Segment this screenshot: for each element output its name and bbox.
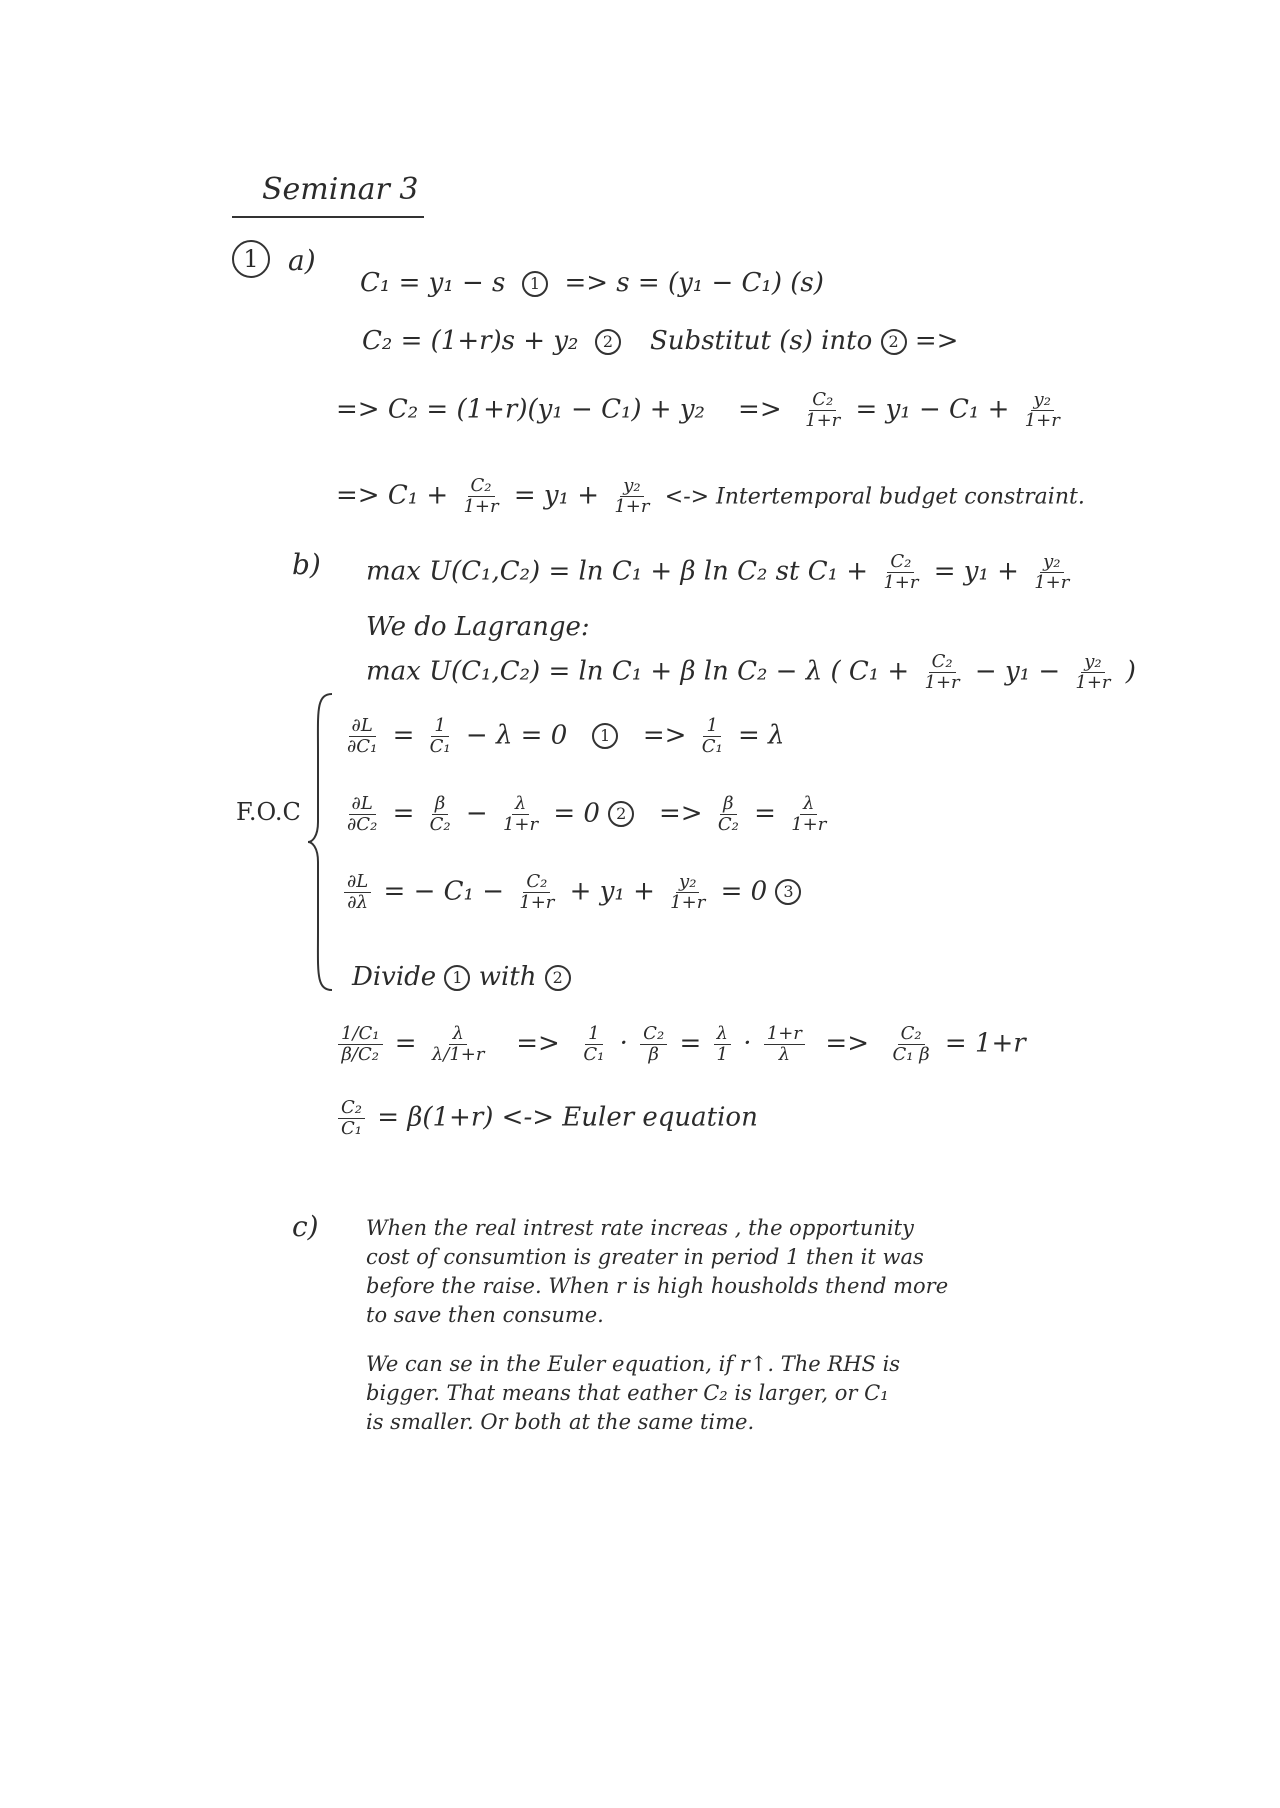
fraction bbox=[429, 1024, 488, 1065]
numerator: C₂ bbox=[898, 1024, 925, 1045]
fraction bbox=[699, 716, 726, 757]
euler-rest: = β(1+r) <-> Euler equation bbox=[377, 1102, 758, 1133]
numerator: λ bbox=[800, 794, 817, 815]
denominator: ∂C₁ bbox=[347, 735, 378, 757]
divide-line bbox=[352, 962, 571, 992]
numerator: y₂ bbox=[1081, 652, 1104, 673]
fraction bbox=[580, 1024, 607, 1065]
denominator: C₂ bbox=[717, 813, 739, 835]
part-a-line4 bbox=[336, 476, 1085, 517]
fraction bbox=[715, 794, 742, 835]
text-line: We can se in the Euler equation, if r↑. The RHS is bbox=[366, 1352, 901, 1376]
foc-brace bbox=[308, 692, 334, 992]
text-line: before the raise. When r is high housholds thend more bbox=[366, 1274, 949, 1298]
denominator: C₁ bbox=[341, 1117, 362, 1139]
divide-with: with bbox=[478, 962, 537, 992]
fraction bbox=[460, 476, 501, 517]
part-b-lagrange-intro: We do Lagrange: bbox=[366, 612, 590, 642]
fraction bbox=[1031, 552, 1072, 593]
minus: − bbox=[465, 798, 488, 829]
denominator: 1+r bbox=[805, 409, 841, 431]
dot: · bbox=[619, 1028, 628, 1059]
part-c-paragraph-2 bbox=[366, 1350, 900, 1437]
numerator: C₂ bbox=[887, 552, 914, 573]
numerator: ∂L bbox=[349, 716, 376, 737]
divide-lead: Divide bbox=[352, 962, 437, 992]
equals: = bbox=[679, 1028, 702, 1059]
fraction bbox=[922, 652, 963, 693]
divide-derivation bbox=[334, 1024, 1026, 1065]
numerator: 1+r bbox=[764, 1024, 805, 1045]
denominator: λ bbox=[778, 1043, 791, 1065]
numerator: y₂ bbox=[620, 476, 643, 497]
denominator: C₁ β bbox=[892, 1043, 930, 1065]
numerator: 1 bbox=[703, 716, 720, 737]
part-a-line2-note-text: Substitut (s) into bbox=[650, 326, 873, 356]
part-a-line2-eq: C₂ = (1+r)s + y₂ bbox=[362, 326, 579, 356]
equals: = bbox=[392, 720, 415, 751]
part-a-line3-arrow: => bbox=[738, 394, 782, 425]
denominator: 1+r bbox=[463, 495, 499, 517]
fraction bbox=[880, 552, 921, 593]
denominator: ∂C₂ bbox=[347, 813, 378, 835]
part-a-line4-lead: => C₁ + bbox=[336, 480, 449, 511]
numerator: C₂ bbox=[468, 476, 495, 497]
denominator: β/C₂ bbox=[341, 1043, 379, 1065]
numerator: C₂ bbox=[523, 872, 550, 893]
denominator: ∂λ bbox=[347, 891, 368, 913]
ref-circle: 2 bbox=[608, 801, 634, 827]
ref-circle: 1 bbox=[592, 723, 618, 749]
numerator: λ bbox=[512, 794, 529, 815]
text-line: to save then consume. bbox=[366, 1303, 604, 1327]
equals: = bbox=[392, 798, 415, 829]
part-a-line4-mid: = y₁ + bbox=[513, 480, 600, 511]
part-b-max-line bbox=[366, 552, 1076, 593]
part-b-lagrangian bbox=[366, 652, 1136, 693]
fraction bbox=[427, 794, 454, 835]
part-a-line2 bbox=[362, 326, 621, 356]
part-b-lag-end: ) bbox=[1125, 656, 1136, 687]
foc3-mid: + y₁ + bbox=[569, 876, 655, 907]
numerator: y₂ bbox=[1040, 552, 1063, 573]
denominator: 1+r bbox=[519, 891, 555, 913]
ref-circle: 2 bbox=[881, 329, 907, 355]
ref-circle: 3 bbox=[775, 879, 801, 905]
numerator: λ bbox=[449, 1024, 466, 1045]
fraction bbox=[890, 1024, 933, 1065]
denominator: C₁ bbox=[429, 735, 451, 757]
problem-number-badge: 1 bbox=[232, 240, 270, 278]
fraction bbox=[500, 794, 541, 835]
denominator: λ/1+r bbox=[431, 1043, 485, 1065]
fraction bbox=[714, 1024, 731, 1065]
foc-equation-3 bbox=[340, 872, 801, 913]
ref-circle: 2 bbox=[595, 329, 621, 355]
numerator: y₂ bbox=[1031, 390, 1054, 411]
denominator: C₁ bbox=[583, 1043, 605, 1065]
part-b-max-text: max U(C₁,C₂) = ln C₁ + β ln C₂ st C₁ + bbox=[366, 556, 869, 587]
div-end: = 1+r bbox=[944, 1028, 1026, 1059]
numerator: β bbox=[720, 794, 736, 815]
denominator: 1+r bbox=[614, 495, 650, 517]
fraction bbox=[788, 794, 829, 835]
part-b-lag-mid: − y₁ − bbox=[974, 656, 1061, 687]
denominator: 1+r bbox=[1075, 671, 1111, 693]
part-a-line1 bbox=[360, 268, 824, 298]
text-line: bigger. That means that eather C₂ is larger, or C₁ bbox=[366, 1381, 889, 1405]
numerator: C₂ bbox=[338, 1098, 365, 1119]
denominator: C₂ bbox=[429, 813, 451, 835]
foc3-lead: = − C₁ − bbox=[383, 876, 504, 907]
ref-circle: 1 bbox=[444, 965, 470, 991]
part-b-max-mid: = y₁ + bbox=[933, 556, 1019, 587]
ref-circle: 1 bbox=[522, 271, 548, 297]
denominator: 1+r bbox=[502, 813, 539, 835]
denominator: 1+r bbox=[1034, 571, 1070, 593]
part-a-line4-note: <-> Intertemporal budget constraint. bbox=[664, 484, 1085, 510]
numerator: C₂ bbox=[640, 1024, 667, 1045]
partial-derivative bbox=[344, 716, 380, 757]
equals: = bbox=[754, 798, 776, 829]
title-underline bbox=[232, 216, 424, 218]
foc-label: F.O.C bbox=[236, 798, 301, 826]
fraction bbox=[338, 1024, 383, 1065]
foc-equation-1 bbox=[340, 716, 785, 757]
denominator: 1+r bbox=[791, 813, 827, 835]
text-line: is smaller. Or both at the same time. bbox=[366, 1410, 755, 1434]
fraction bbox=[427, 716, 454, 757]
partial-derivative bbox=[344, 794, 380, 835]
denominator: 1+r bbox=[924, 671, 960, 693]
fraction bbox=[667, 872, 708, 913]
arrow: => bbox=[825, 1028, 869, 1059]
numerator: 1 bbox=[431, 716, 448, 737]
numerator: ∂L bbox=[344, 872, 371, 893]
denominator: C₁ bbox=[701, 735, 723, 757]
fraction bbox=[1022, 390, 1063, 431]
part-a-line1-eq: C₁ = y₁ − s bbox=[360, 268, 506, 298]
part-b-lag-lead: max U(C₁,C₂) = ln C₁ + β ln C₂ − λ ( C₁ + bbox=[366, 656, 910, 687]
part-c-label: c) bbox=[292, 1210, 319, 1243]
foc-equation-2 bbox=[340, 794, 833, 835]
numerator: λ bbox=[714, 1024, 731, 1045]
part-a-line3-left: => C₂ = (1+r)(y₁ − C₁) + y₂ bbox=[336, 394, 705, 425]
text-line: When the real intrest rate increas , the opportunity bbox=[366, 1216, 914, 1240]
ref-circle: 2 bbox=[545, 965, 571, 991]
partial-derivative bbox=[344, 872, 371, 913]
numerator: y₂ bbox=[676, 872, 699, 893]
part-b-label: b) bbox=[292, 548, 321, 581]
fraction bbox=[802, 390, 843, 431]
numerator: β bbox=[432, 794, 448, 815]
part-a-line3 bbox=[336, 390, 1067, 431]
foc3-zero: = 0 bbox=[720, 876, 768, 907]
euler-equation bbox=[334, 1098, 758, 1139]
equals: = bbox=[394, 1028, 417, 1059]
denominator: 1 bbox=[716, 1043, 728, 1065]
part-a-line2-note-end: => bbox=[914, 326, 959, 356]
fraction bbox=[338, 1098, 365, 1139]
numerator: C₂ bbox=[929, 652, 956, 673]
part-c-paragraph-1 bbox=[366, 1214, 948, 1330]
foc2-arrow: => bbox=[659, 798, 703, 829]
foc1-rest: − λ = 0 bbox=[465, 720, 568, 751]
numerator: 1 bbox=[585, 1024, 602, 1045]
fraction bbox=[1072, 652, 1113, 693]
part-a-line3-mid: = y₁ − C₁ + bbox=[855, 394, 1010, 425]
numerator: ∂L bbox=[349, 794, 376, 815]
foc1-arrow: => bbox=[642, 720, 687, 751]
denominator: 1+r bbox=[670, 891, 706, 913]
dot: · bbox=[743, 1028, 752, 1059]
part-a-label: a) bbox=[288, 244, 316, 277]
denominator: 1+r bbox=[883, 571, 919, 593]
part-a-line1-result: => s = (y₁ − C₁) (s) bbox=[564, 268, 824, 298]
text-line: cost of consumtion is greater in period 1 then it was bbox=[366, 1245, 924, 1269]
fraction bbox=[640, 1024, 667, 1065]
fraction bbox=[516, 872, 557, 913]
fraction bbox=[764, 1024, 805, 1065]
denominator: β bbox=[648, 1043, 659, 1065]
foc2-zero: = 0 bbox=[553, 798, 600, 829]
denominator: 1+r bbox=[1024, 409, 1060, 431]
numerator: 1/C₁ bbox=[338, 1024, 383, 1045]
page-title: Seminar 3 bbox=[262, 172, 419, 207]
foc1-end: = λ bbox=[737, 720, 785, 751]
fraction bbox=[611, 476, 652, 517]
arrow: => bbox=[516, 1028, 560, 1059]
part-a-line2-note bbox=[650, 326, 958, 356]
numerator: C₂ bbox=[809, 390, 836, 411]
